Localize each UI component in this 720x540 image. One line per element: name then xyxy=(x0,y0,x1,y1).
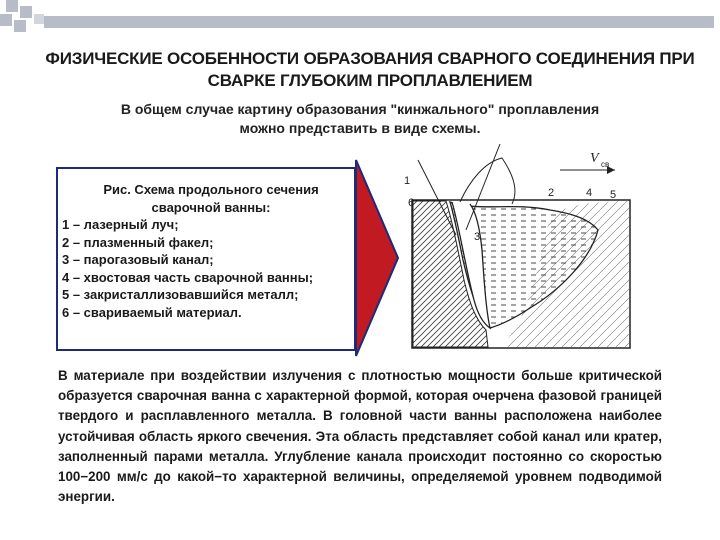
label-3: 3 xyxy=(474,231,481,243)
pointer-arrow xyxy=(354,158,400,358)
label-1: 1 xyxy=(404,175,411,187)
caption-item: 6 – свариваемый материал. xyxy=(62,304,242,320)
plasma-torch xyxy=(460,158,515,204)
velocity-label: V xyxy=(590,151,599,166)
label-5: 5 xyxy=(610,189,617,201)
figure-caption-box xyxy=(56,167,356,351)
caption-item: 3 – парогазовый канал; xyxy=(62,252,214,267)
caption-title-line-1: Рис. Схема продольного сечения xyxy=(103,182,319,197)
intro-line-2: можно представить в виде схемы. xyxy=(239,120,481,136)
caption-item: 4 – хвостовая часть сварочной ванны; xyxy=(62,269,314,285)
caption-title-line-2: сварочной ванны: xyxy=(151,199,271,215)
body-paragraph: В материале при воздействии излучения с плотностью мощности больше критической образуется сварочная ванна с характерной формой, которая очерчена фазовой границей твердого и расплавленного металла. В головной части ванны расположена наиболее устойчивая область яркого свечения. Эта область представляет собой канал или кратер, заполненный парами металла. Углубление канала происходит постоянно со скоростью 100−200 мм/с до какой−то характерной величины, определяемой уровнем подводимой энергии. xyxy=(58,368,662,505)
intro-line-1: В общем случае картину образования "кинжального" проплавления xyxy=(120,101,600,117)
weld-pool-scheme xyxy=(400,140,640,350)
velocity-subscript: св xyxy=(601,160,610,169)
label-6: 6 xyxy=(408,197,415,209)
caption-item: 5 – закристаллизовавшийся металл; xyxy=(62,287,299,302)
title-line-1: ФИЗИЧЕСКИЕ ОСОБЕННОСТИ ОБРАЗОВАНИЯ СВАРНОГО СОЕДИНЕНИЯ ПРИ xyxy=(45,49,695,68)
caption-item: 1 – лазерный луч; xyxy=(62,217,179,232)
intro-text xyxy=(50,100,670,138)
label-4: 4 xyxy=(586,187,593,199)
caption-item: 2 – плазменный факел; xyxy=(62,234,214,250)
slide-title xyxy=(30,48,710,92)
title-line-2: СВАРКЕ ГЛУБОКИМ ПРОПЛАВЛЕНИЕМ xyxy=(207,71,533,90)
top-accent-bar xyxy=(14,14,714,28)
label-2: 2 xyxy=(548,187,555,199)
